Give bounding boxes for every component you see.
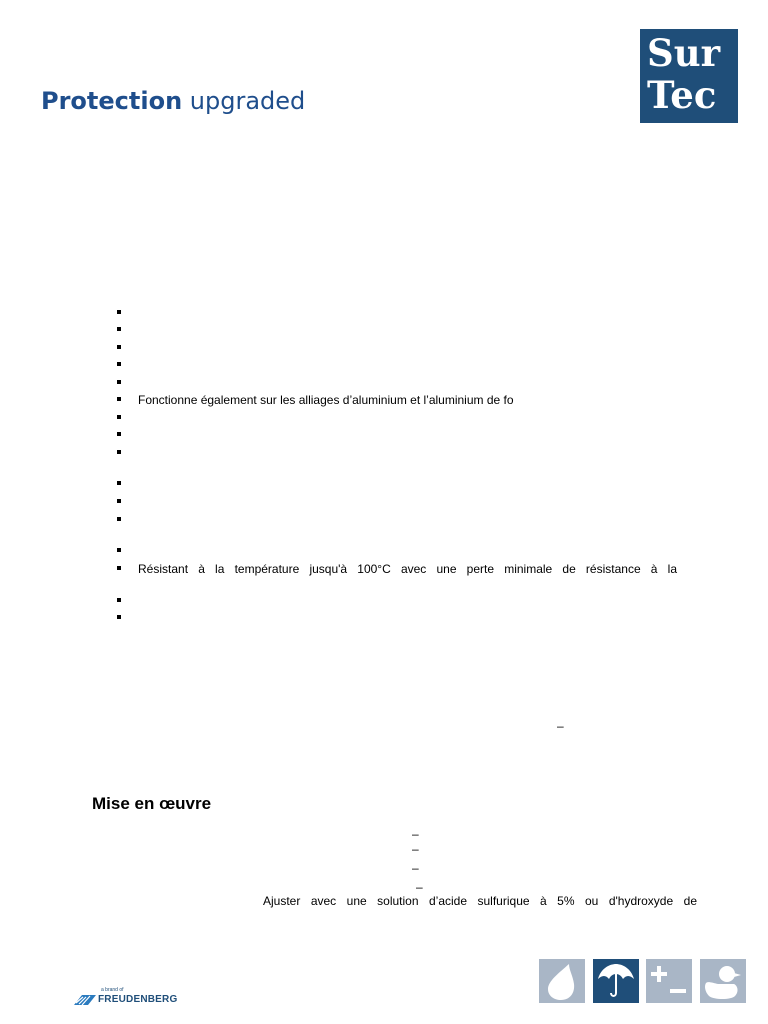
bullet-marker bbox=[117, 362, 121, 366]
dash-mark: – bbox=[557, 719, 564, 733]
bullet-marker bbox=[117, 450, 121, 454]
bullet-marker bbox=[117, 397, 121, 401]
logo-line-2: Tec bbox=[647, 73, 717, 117]
drop-icon bbox=[539, 959, 585, 1003]
duck-icon bbox=[700, 959, 746, 1003]
drop-icon-tile bbox=[539, 959, 585, 1003]
adjust-instruction: Ajuster avec une solution d’acide sulfurique à 5% ou d'hydroxyde de bbox=[263, 894, 697, 908]
umbrella-icon bbox=[593, 959, 639, 1003]
bullet-marker bbox=[117, 327, 121, 331]
dash-mark: – bbox=[412, 842, 419, 856]
feature-temperature: Résistant à la température jusqu'à 100°C avec une perte minimale de résistance à la bbox=[138, 562, 677, 576]
duck-icon-tile bbox=[700, 959, 746, 1003]
plus-minus-icon bbox=[646, 959, 692, 1003]
brand-name: FREUDENBERG bbox=[98, 994, 178, 1005]
title-rest: upgraded bbox=[182, 87, 306, 115]
bullet-marker bbox=[117, 517, 121, 521]
bullet-marker bbox=[117, 380, 121, 384]
surtec-logo bbox=[640, 29, 738, 123]
feature-aluminium: Fonctionne également sur les alliages d’aluminium et l’aluminium de fo bbox=[138, 393, 514, 407]
bullet-marker bbox=[117, 566, 121, 570]
logo-line-1: Sur bbox=[647, 31, 721, 75]
bullet-marker bbox=[117, 345, 121, 349]
umbrella-icon-tile bbox=[593, 959, 639, 1003]
bullet-marker bbox=[117, 481, 121, 485]
title-strong: Protection bbox=[41, 87, 183, 115]
plus-minus-icon-tile bbox=[646, 959, 692, 1003]
page-title bbox=[41, 86, 305, 116]
freudenberg-logo-icon bbox=[74, 995, 96, 1005]
dash-mark: – bbox=[416, 880, 423, 894]
brand-name-row bbox=[74, 994, 177, 1005]
dash-mark: – bbox=[412, 861, 419, 875]
bullet-marker bbox=[117, 432, 121, 436]
bullet-marker bbox=[117, 615, 121, 619]
dash-mark: – bbox=[412, 827, 419, 841]
section-heading: Mise en œuvre bbox=[92, 794, 212, 813]
bullet-marker bbox=[117, 548, 121, 552]
bullet-marker bbox=[117, 415, 121, 419]
brand-small-text: a brand of bbox=[101, 987, 124, 993]
bullet-marker bbox=[117, 499, 121, 503]
bullet-marker bbox=[117, 310, 121, 314]
bullet-marker bbox=[117, 598, 121, 602]
